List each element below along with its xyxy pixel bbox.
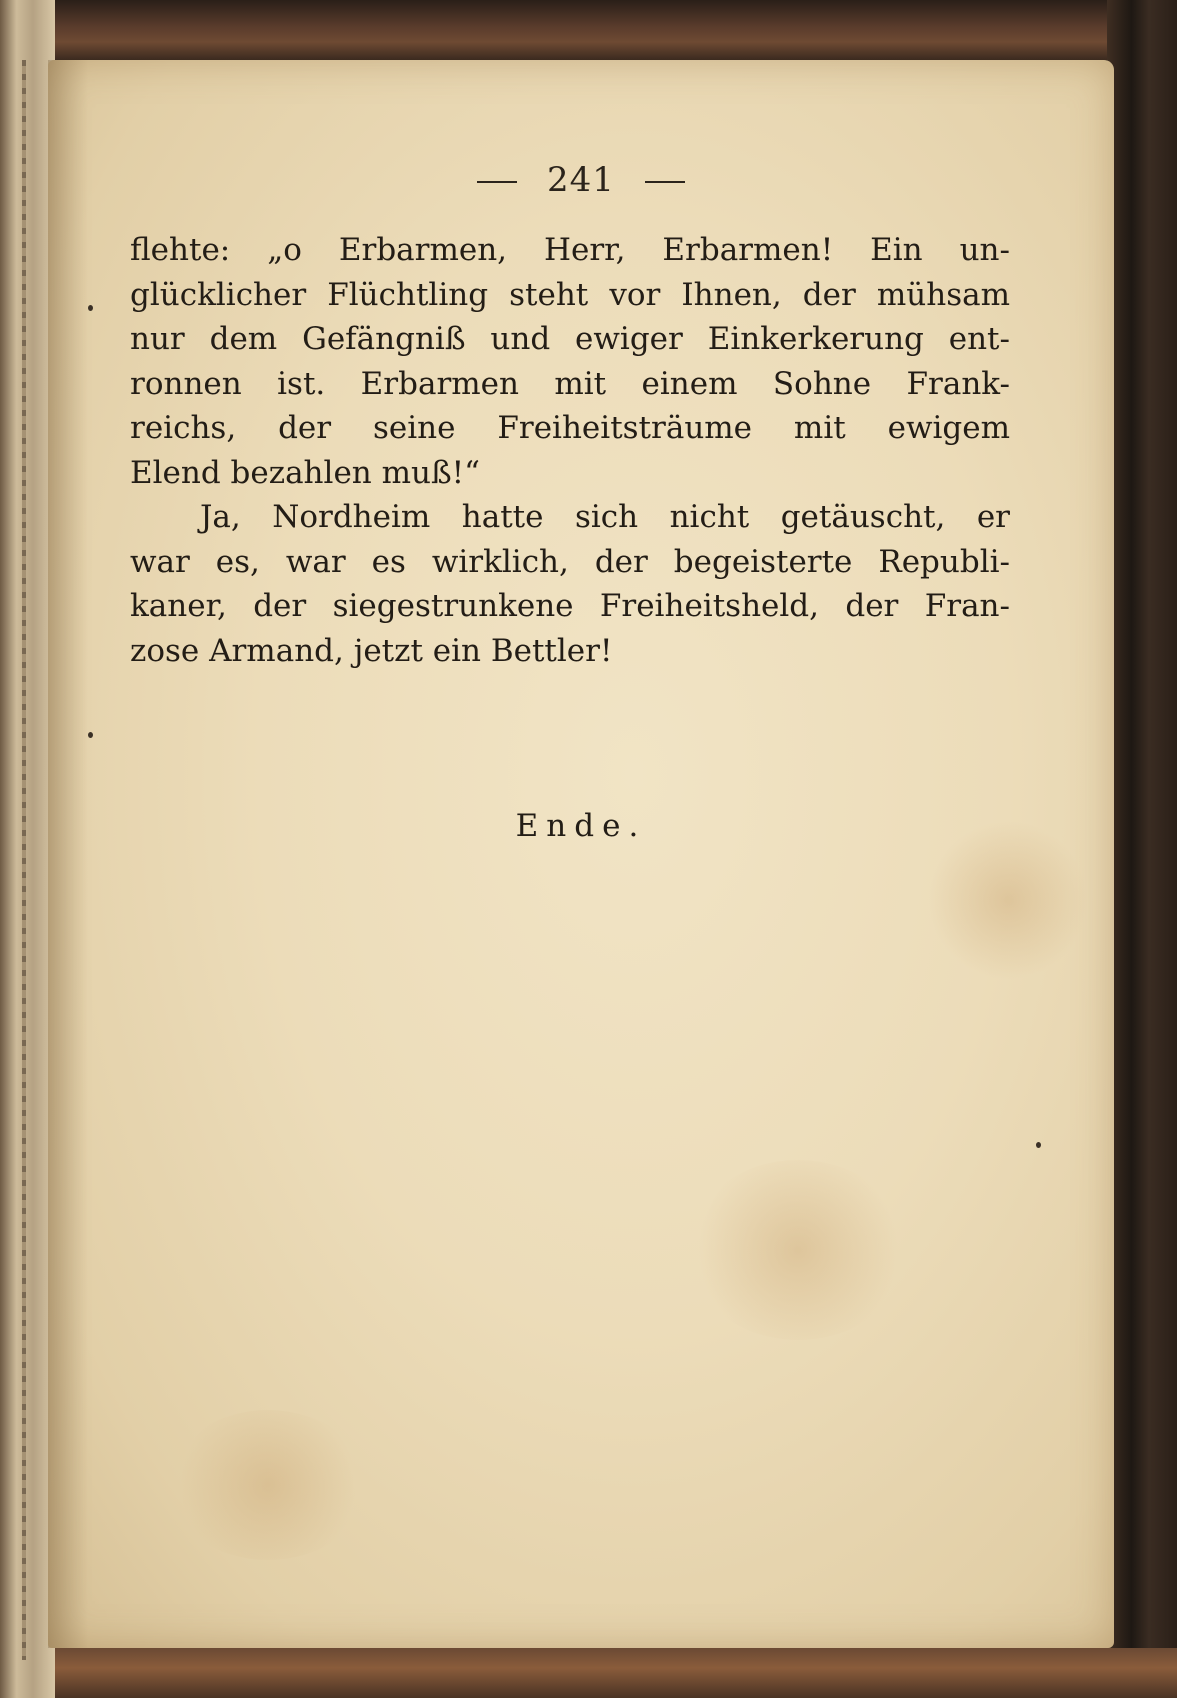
paper-stain: [168, 1410, 368, 1560]
text-line: nur dem Gefängniß und ewiger Einkerkerung ent-: [130, 321, 1010, 357]
text-line: glücklicher Flüchtling steht vor Ihnen, der mühsam: [130, 276, 1010, 313]
page-header: [48, 160, 1114, 200]
binding-left: [0, 0, 55, 1698]
spine-stitching: [22, 60, 26, 1660]
binding-top: [0, 0, 1177, 60]
text-line: Elend bezahlen muß!“: [130, 454, 480, 491]
header-dash-left: [477, 181, 517, 183]
text-line: reichs, der seine Freiheitsträume mit ewigem: [130, 410, 1010, 446]
body-text: [130, 228, 1010, 673]
binding-bottom: [0, 1648, 1177, 1698]
text-line: kaner, der siegestrunkene Freiheitsheld, der Fran-: [130, 588, 1010, 624]
text-line: zose Armand, jetzt ein Bettler!: [130, 632, 613, 669]
book-page: [48, 60, 1114, 1648]
header-dash-right: [645, 181, 685, 183]
text-line: ronnen ist. Erbarmen mit einem Sohne Frank-: [130, 365, 1010, 402]
page-gutter-shadow: [48, 60, 88, 1648]
binding-right: [1107, 0, 1177, 1698]
page-number: 241: [547, 160, 615, 200]
text-line: war es, war es wirklich, der begeisterte Republi-: [130, 543, 1010, 580]
ink-speck: [88, 305, 93, 311]
text-line: flehte: „o Erbarmen, Herr, Erbarmen! Ein un-: [130, 232, 1010, 268]
text-line: Ja, Nordheim hatte sich nicht getäuscht, er: [200, 499, 1010, 535]
end-mark: Ende.: [515, 808, 647, 844]
paper-stain: [928, 820, 1088, 980]
paper-stain: [688, 1160, 908, 1340]
ink-speck: [1036, 1142, 1041, 1148]
ink-speck: [88, 732, 93, 738]
